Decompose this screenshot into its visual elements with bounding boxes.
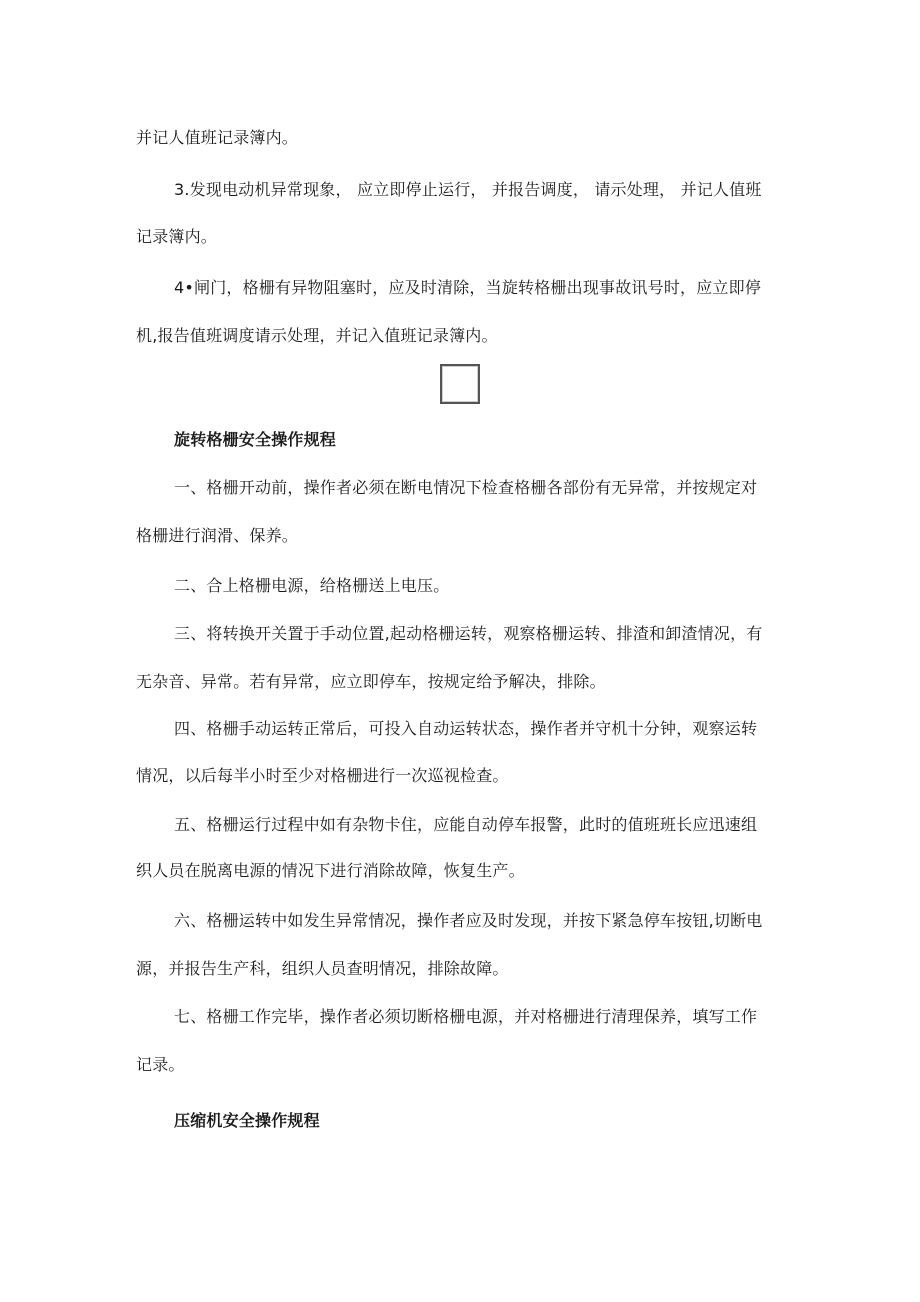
paragraph-line: 记录簿内。 — [136, 227, 218, 246]
list-item-line: 五、格栅运行过程中如有杂物卡住，应能自动停车报警，此时的值班班长应迅速组 — [174, 815, 758, 834]
empty-box-icon — [440, 364, 480, 404]
list-item-line: 四、格栅手动运转正常后，可投入自动运转状态，操作者并守机十分钟，观察运转 — [174, 719, 758, 738]
list-item-line: 三、将转换开关置于手动位置,起动格栅运转，观察格栅运转、排渣和卸渣情况，有 — [174, 624, 763, 643]
list-item-line: 二、合上格栅电源，给格栅送上电压。 — [174, 576, 450, 595]
section-heading: 压缩机安全操作规程 — [174, 1111, 320, 1130]
list-item-line: 六、格栅运转中如发生异常情况，操作者应及时发现，并按下紧急停车按钮,切断电 — [174, 911, 763, 930]
paragraph-line: 3.发现电动机异常现象， 应立即停止运行， 并报告调度， 请示处理， 并记人值班 — [174, 180, 762, 199]
list-item-line: 源，并报告生产科，组织人员查明情况，排除故障。 — [136, 959, 509, 978]
section-heading: 旋转格栅安全操作规程 — [174, 430, 337, 449]
paragraph-line: 机,报告值班调度请示处理，并记入值班记录簿内。 — [136, 326, 498, 345]
paragraph-line: 并记人值班记录簿内。 — [136, 128, 299, 147]
list-item-line: 一、格栅开动前，操作者必须在断电情况下检查格栅各部份有无异常，并按规定对 — [174, 478, 758, 497]
list-item-line: 七、格栅工作完毕，操作者必须切断格栅电源，并对格栅进行清理保养，填写工作 — [174, 1007, 758, 1026]
list-item-line: 无杂音、异常。若有异常，应立即停车，按规定给予解决，排除。 — [136, 672, 606, 691]
list-item-line: 记录。 — [136, 1055, 185, 1074]
list-item-line: 织人员在脱离电源的情况下进行消除故障，恢复生产。 — [136, 861, 525, 880]
list-item-line: 情况，以后每半小时至少对格栅进行一次巡视检查。 — [136, 766, 509, 785]
paragraph-line: 4•闸门，格栅有异物阻塞时，应及时清除，当旋转格栅出现事故讯号时，应立即停 — [174, 278, 762, 297]
list-item-line: 格栅进行润滑、保养。 — [136, 526, 299, 545]
